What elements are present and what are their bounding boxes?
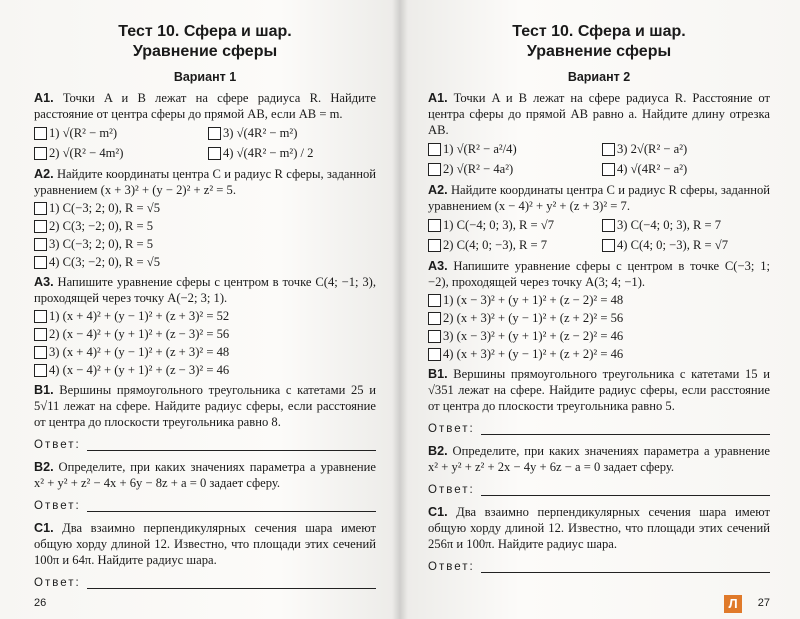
option[interactable] xyxy=(34,308,376,325)
option-text: 2) C(3; −2; 0), R = 5 xyxy=(49,219,154,233)
option[interactable] xyxy=(602,141,770,158)
option[interactable] xyxy=(34,254,376,271)
question-c1 xyxy=(34,520,376,568)
checkbox[interactable] xyxy=(428,239,441,252)
option-text: 4) √(4R² − m²) / 2 xyxy=(223,146,314,160)
question-text: Вершины прямоугольного треугольника с катетами 15 и √351 лежат на сфере. Найдите радиус сферы, если расстояние от центра до плоскости треугольника равно 5. xyxy=(428,367,770,413)
question-b1 xyxy=(34,382,376,430)
option-text: 3) (x + 4)² + (y − 1)² + (z + 3)² = 48 xyxy=(49,345,230,359)
checkbox[interactable] xyxy=(428,312,441,325)
option-text: 2) (x − 4)² + (y + 1)² + (z − 3)² = 56 xyxy=(49,327,230,341)
option-text: 2) √(R² − 4m²) xyxy=(49,146,124,160)
question-label: А1. xyxy=(34,91,54,105)
question-text: Определите, при каких значениях параметра a уравнение x² + y² + z² + 2x − 4y + 6z − a = 0 задает сферу. xyxy=(428,444,770,474)
question-a1 xyxy=(428,90,770,138)
answer-field[interactable] xyxy=(428,422,770,435)
option[interactable] xyxy=(34,326,376,343)
question-label: В2. xyxy=(34,460,54,474)
option-text: 4) (x − 4)² + (y + 1)² + (z − 3)² = 46 xyxy=(49,363,230,377)
option-text: 3) C(−3; 2; 0), R = 5 xyxy=(49,237,154,251)
option-text: 3) C(−4; 0; 3), R = 7 xyxy=(617,218,722,232)
answer-label: Ответ: xyxy=(34,439,81,451)
question-label: С1. xyxy=(34,521,54,535)
question-text: Напишите уравнение сферы с центром в точке C(4; −1; 3), проходящей через точку A(−2; 3; 1). xyxy=(34,275,376,305)
publisher-logo: Л xyxy=(724,595,742,613)
option[interactable] xyxy=(428,217,596,234)
question-b2 xyxy=(34,459,376,491)
option-text: 1) C(−4; 0; 3), R = √7 xyxy=(443,218,555,232)
option-text: 2) √(R² − 4a²) xyxy=(443,162,514,176)
question-a2 xyxy=(428,182,770,214)
option[interactable] xyxy=(428,310,770,327)
page-title: Тест 10. Сфера и шар. xyxy=(118,23,292,40)
checkbox[interactable] xyxy=(34,328,47,341)
checkbox[interactable] xyxy=(34,364,47,377)
question-text: Найдите координаты центра C и радиус R сферы, заданной уравнением (x − 4)² + y² + (z + 3)² = 7. xyxy=(428,183,770,213)
answer-line[interactable] xyxy=(481,483,770,496)
answer-field[interactable] xyxy=(428,560,770,573)
question-label: В1. xyxy=(428,367,448,381)
option[interactable] xyxy=(34,236,376,253)
right-page xyxy=(400,0,800,619)
answer-label: Ответ: xyxy=(428,423,475,435)
page-number: 26 xyxy=(34,597,47,609)
question-label: А2. xyxy=(428,183,448,197)
question-text: Точки A и B лежат на сфере радиуса R. Найдите расстояние от центра сферы до прямой AB, если AB = m. xyxy=(34,91,376,121)
checkbox[interactable] xyxy=(428,143,441,156)
question-text: Два взаимно перпендикулярных сечения шара имеют общую хорду длиной 12. Известно, что площади этих сечений 256π и 100π. Найдите радиус шара. xyxy=(428,505,770,551)
option-text: 1) C(−3; 2; 0), R = √5 xyxy=(49,201,161,215)
question-text: Определите, при каких значениях параметра a уравнение x² + y² + z² − 4x + 6y − 8z + a = 0 задает сферу. xyxy=(34,460,376,490)
option-text: 4) C(3; −2; 0), R = √5 xyxy=(49,255,161,269)
checkbox[interactable] xyxy=(34,256,47,269)
option-text: 4) √(4R² − a²) xyxy=(617,162,688,176)
question-a1 xyxy=(34,90,376,122)
option[interactable] xyxy=(34,218,376,235)
checkbox[interactable] xyxy=(428,163,441,176)
checkbox[interactable] xyxy=(602,143,615,156)
answer-line[interactable] xyxy=(87,438,376,451)
options-a1 xyxy=(34,125,376,162)
question-label: В1. xyxy=(34,383,54,397)
option[interactable] xyxy=(602,237,770,254)
option-text: 2) (x + 3)² + (y − 1)² + (z + 2)² = 56 xyxy=(443,311,624,325)
option-text: 1) (x + 4)² + (y − 1)² + (z + 3)² = 52 xyxy=(49,309,230,323)
option-text: 3) √(4R² − m²) xyxy=(223,126,298,140)
answer-field[interactable] xyxy=(428,483,770,496)
option-text: 3) 2√(R² − a²) xyxy=(617,142,688,156)
checkbox[interactable] xyxy=(602,219,615,232)
checkbox[interactable] xyxy=(34,310,47,323)
option[interactable] xyxy=(428,141,596,158)
option[interactable] xyxy=(428,161,596,178)
answer-label: Ответ: xyxy=(34,577,81,589)
checkbox[interactable] xyxy=(602,163,615,176)
answer-line[interactable] xyxy=(87,499,376,512)
answer-field[interactable] xyxy=(34,499,376,512)
option[interactable] xyxy=(602,161,770,178)
question-label: А3. xyxy=(428,259,448,273)
checkbox[interactable] xyxy=(208,127,221,140)
checkbox[interactable] xyxy=(34,202,47,215)
option[interactable] xyxy=(34,362,376,379)
variant-heading: Вариант 2 xyxy=(567,70,631,84)
question-a2 xyxy=(34,166,376,198)
answer-line[interactable] xyxy=(481,422,770,435)
variant-heading: Вариант 1 xyxy=(173,70,237,84)
option-text: 1) √(R² − a²/4) xyxy=(443,142,517,156)
question-label: А1. xyxy=(428,91,448,105)
option[interactable] xyxy=(428,237,596,254)
answer-line[interactable] xyxy=(87,576,376,589)
option[interactable] xyxy=(208,125,376,142)
option-text: 3) (x − 3)² + (y + 1)² + (z − 2)² = 46 xyxy=(443,329,624,343)
answer-label: Ответ: xyxy=(34,500,81,512)
checkbox[interactable] xyxy=(34,127,47,140)
question-text: Точки A и B лежат на сфере радиуса R. Расстояние от центра сферы до прямой AB равно a. Найдите длину отрезка AB. xyxy=(428,91,771,137)
option[interactable] xyxy=(602,217,770,234)
option[interactable] xyxy=(34,125,202,142)
options-a2 xyxy=(428,217,770,254)
page-subtitle: Уравнение сферы xyxy=(132,43,278,60)
option[interactable] xyxy=(34,145,202,162)
option-text: 4) (x + 3)² + (y − 1)² + (z + 2)² = 46 xyxy=(443,347,624,361)
question-c1 xyxy=(428,504,770,552)
question-label: А2. xyxy=(34,167,54,181)
answer-line[interactable] xyxy=(481,560,770,573)
question-b1 xyxy=(428,366,770,414)
page-number: 27 xyxy=(757,597,770,609)
checkbox[interactable] xyxy=(208,147,221,160)
options-a1 xyxy=(428,141,770,178)
option-text: 4) C(4; 0; −3), R = √7 xyxy=(617,238,729,252)
question-a3 xyxy=(34,274,376,306)
checkbox[interactable] xyxy=(428,348,441,361)
question-label: В2. xyxy=(428,444,448,458)
options-a3 xyxy=(34,308,376,379)
checkbox[interactable] xyxy=(34,238,47,251)
checkbox[interactable] xyxy=(428,219,441,232)
checkbox[interactable] xyxy=(602,239,615,252)
question-text: Вершины прямоугольного треугольника с катетами 25 и 5√11 лежат на сфере. Найдите радиус сферы, если расстояние от центра до плоскости треугольника равно 8. xyxy=(34,383,376,429)
question-b2 xyxy=(428,443,770,475)
option[interactable] xyxy=(428,328,770,345)
option[interactable] xyxy=(34,200,376,217)
question-a3 xyxy=(428,258,770,290)
options-a3 xyxy=(428,292,770,363)
page-subtitle: Уравнение сферы xyxy=(526,43,672,60)
question-text: Два взаимно перпендикулярных сечения шара имеют общую хорду длиной 12. Известно, что площади этих сечений 100π и 64π. Найдите радиус шара. xyxy=(34,521,376,567)
question-label: А3. xyxy=(34,275,54,289)
checkbox[interactable] xyxy=(34,346,47,359)
checkbox[interactable] xyxy=(34,147,47,160)
question-text: Напишите уравнение сферы с центром в точке C(−3; 1; −2), проходящей через точку A(3; 4; −1). xyxy=(428,259,770,289)
checkbox[interactable] xyxy=(428,294,441,307)
answer-field[interactable] xyxy=(34,576,376,589)
option[interactable] xyxy=(428,346,770,363)
option-text: 2) C(4; 0; −3), R = 7 xyxy=(443,238,548,252)
option-text: 1) √(R² − m²) xyxy=(49,126,118,140)
question-label: С1. xyxy=(428,505,448,519)
option-text: 1) (x − 3)² + (y + 1)² + (z − 2)² = 48 xyxy=(443,293,624,307)
question-text: Найдите координаты центра C и радиус R сферы, заданной уравнением (x + 3)² + (y − 2)² + z² = 5. xyxy=(34,167,376,197)
option[interactable] xyxy=(208,145,376,162)
checkbox[interactable] xyxy=(34,220,47,233)
option[interactable] xyxy=(428,292,770,309)
answer-field[interactable] xyxy=(34,438,376,451)
checkbox[interactable] xyxy=(428,330,441,343)
answer-label: Ответ: xyxy=(428,561,475,573)
page-title: Тест 10. Сфера и шар. xyxy=(512,23,686,40)
answer-label: Ответ: xyxy=(428,484,475,496)
option[interactable] xyxy=(34,344,376,361)
options-a2 xyxy=(34,200,376,271)
